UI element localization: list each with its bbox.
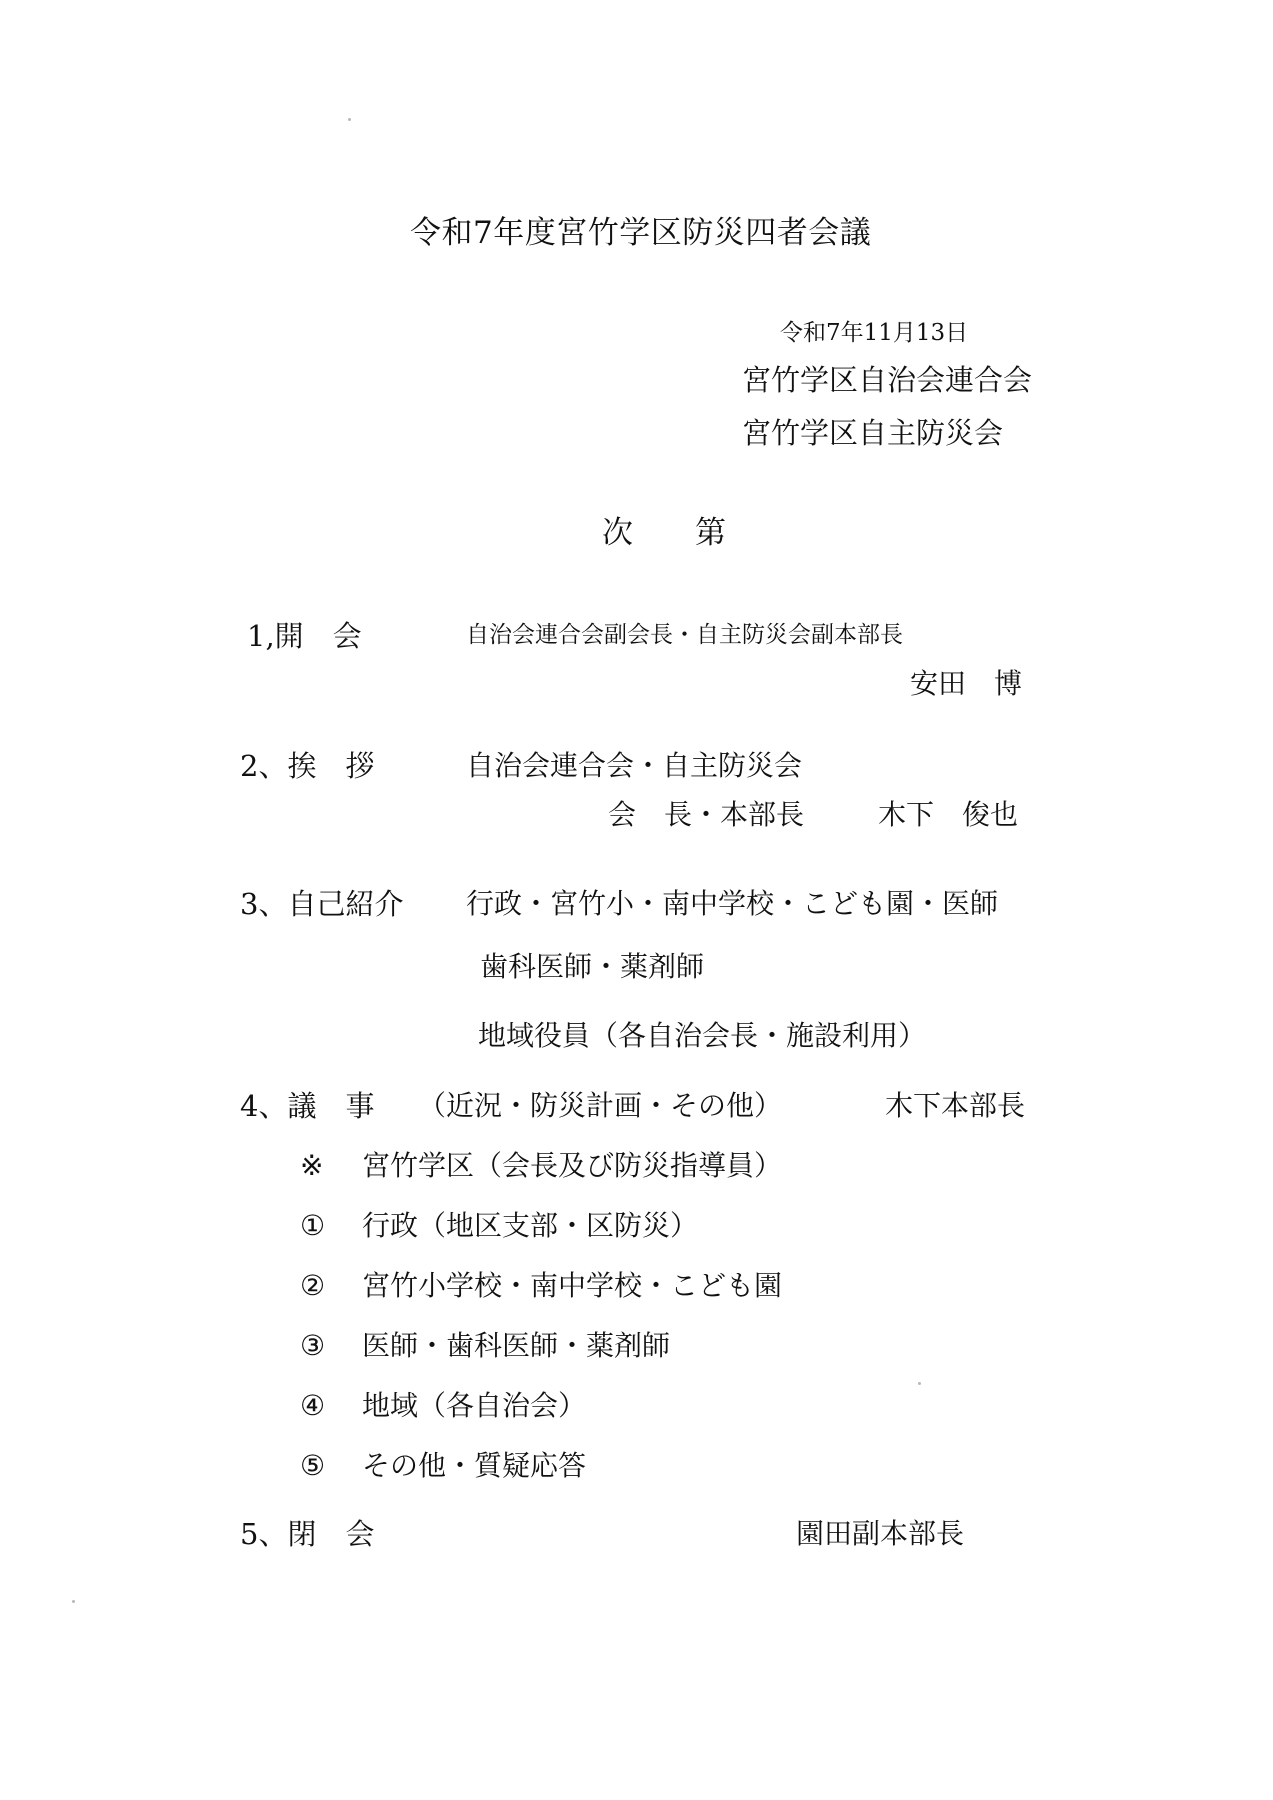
agenda-item-1-label: 1,開 会 (247, 619, 362, 653)
agenda-item-3-line-2: 歯科医師・薬剤師 (480, 950, 705, 983)
subitem-text: 宮竹小学校・南中学校・こども園 (362, 1269, 783, 1302)
agenda-item-3-label: 3、自己紹介 (240, 887, 404, 921)
scan-speck (72, 1600, 75, 1603)
agenda-item-2-role: 会 長・本部長 (608, 798, 805, 831)
document-title: 令和7年度宮竹学区防災四者会議 (410, 215, 872, 251)
agenda-subitem (300, 1389, 587, 1422)
agenda-item-2-org: 自治会連合会・自主防災会 (466, 749, 803, 782)
agenda-item-3-line-3: 地域役員（各自治会長・施設利用） (478, 1019, 927, 1052)
agenda-subitem (300, 1209, 699, 1242)
subitem-mark: ④ (300, 1389, 326, 1422)
scan-speck (918, 1382, 921, 1385)
agenda-item-2-label: 2、挨 拶 (240, 749, 375, 783)
agenda-item-2-name: 木下 俊也 (878, 798, 1019, 831)
subitem-mark: ③ (300, 1329, 326, 1362)
agenda-heading (602, 515, 726, 551)
subitem-mark: ② (300, 1269, 326, 1302)
subitem-mark: ① (300, 1209, 326, 1242)
agenda-heading-left: 次 (602, 515, 633, 551)
agenda-item-1-role: 自治会連合会副会長・自主防災会副本部長 (466, 622, 903, 648)
subitem-text: 宮竹学区（会長及び防災指導員） (362, 1149, 783, 1182)
document-date: 令和7年11月13日 (780, 320, 969, 346)
scan-speck (348, 118, 351, 121)
agenda-item-4-topic: （近況・防災計画・その他） (418, 1089, 783, 1122)
subitem-mark: ※ (300, 1149, 324, 1182)
agenda-item-1-name: 安田 博 (910, 667, 1023, 700)
organizer-1: 宮竹学区自治会連合会 (742, 363, 1033, 397)
organizer-2: 宮竹学区自主防災会 (742, 416, 1004, 450)
subitem-text: 医師・歯科医師・薬剤師 (362, 1329, 671, 1362)
agenda-item-5-name: 園田副本部長 (796, 1517, 965, 1550)
subitem-text: 行政（地区支部・区防災） (362, 1209, 699, 1242)
agenda-item-3-line-1: 行政・宮竹小・南中学校・こども園・医師 (466, 887, 999, 920)
agenda-subitem (300, 1149, 783, 1182)
subitem-text: その他・質疑応答 (362, 1449, 587, 1482)
agenda-item-4-chair: 木下本部長 (885, 1089, 1026, 1122)
agenda-subitem (300, 1269, 783, 1302)
subitem-text: 地域（各自治会） (362, 1389, 587, 1422)
subitem-mark: ⑤ (300, 1449, 326, 1482)
agenda-item-5-label: 5、閉 会 (240, 1517, 375, 1551)
agenda-heading-right: 第 (695, 515, 726, 551)
agenda-subitem (300, 1449, 587, 1482)
agenda-subitem (300, 1329, 671, 1362)
agenda-item-4-label: 4、議 事 (240, 1089, 375, 1123)
